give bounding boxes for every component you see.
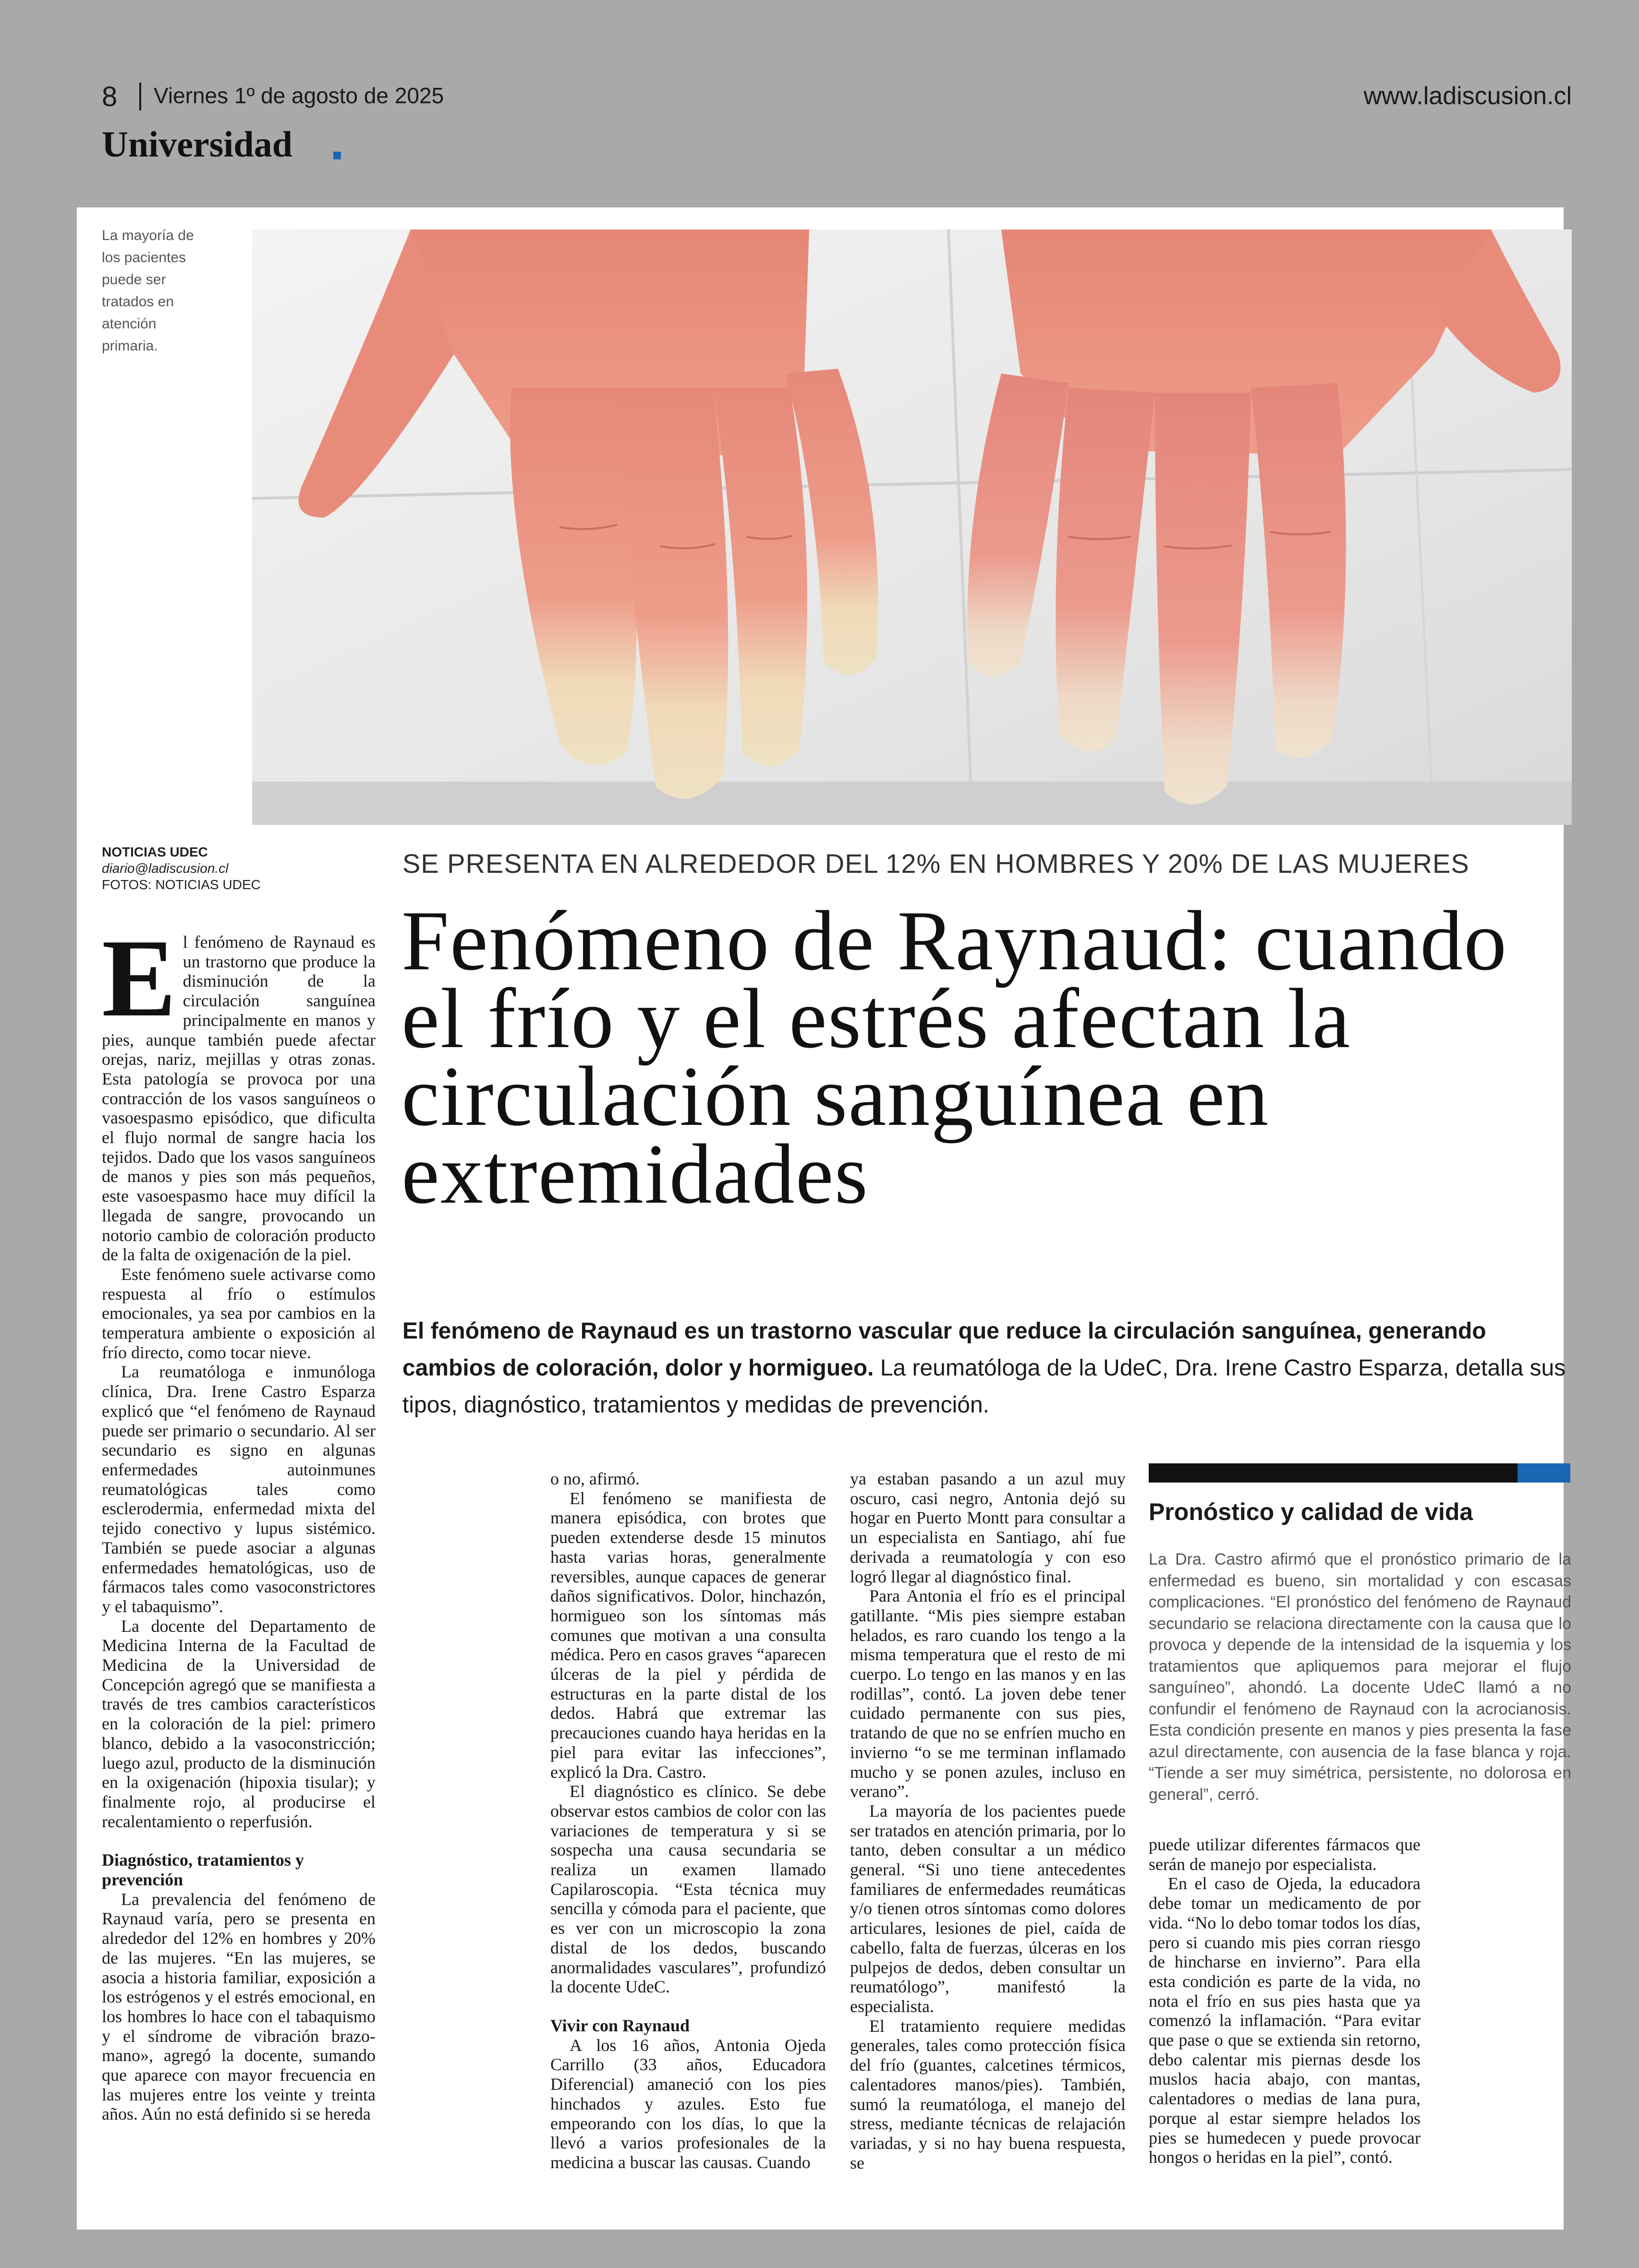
- section-title: Universidad: [102, 124, 292, 165]
- floor-shadow: [252, 782, 1572, 825]
- sidebar-rule: [1149, 1463, 1518, 1483]
- sidebar-rule-accent: [1518, 1463, 1570, 1483]
- hands-illustration: [252, 229, 1572, 825]
- photo-caption: La mayoría de los pacientes puede ser tratados en atención primaria.: [102, 228, 194, 354]
- lead-rest: La reumatóloga de la UdeC, Dra. Irene Castro Esparza, detalla sus tipos, diagnóstico, tratamientos y medidas de prevención.: [402, 1355, 1566, 1418]
- paragraph: A los 16 años, Antonia Ojeda Carrillo (33 años, Educadora Diferencial) amaneció con los pies hinchados y azules. Esto fue empeorando con los días, lo que la llevó a varios profesionales de la medicina a buscar las causas. Cuando: [550, 2035, 826, 2172]
- drop-cap: E: [102, 917, 176, 1040]
- paragraph: La docente del Departamento de Medicina Interna de la Facultad de Medicina de la Universidad de Concepción agregó que se manifiesta a través de tres cambios característicos en la coloración de la piel: primero blanco, debido a la vasoconstricción; luego azul, producto de la disminución en la oxigenación (hipoxia tisular); y finalmente rojo, al producirse el recalentamiento o reperfusión.: [102, 1616, 376, 1831]
- body-column-3: [850, 1469, 1126, 2172]
- article-headline: Fenómeno de Raynaud: cuando el frío y el estrés afectan la circulación sanguínea en extremidades: [401, 893, 1508, 1221]
- credit-source: NOTICIAS UDEC: [102, 844, 208, 859]
- subheading: Vivir con Raynaud: [550, 2015, 690, 2035]
- paragraph: El tratamiento requiere medidas generales, tales como protección física del frío (guantes, calcetines térmicos, calentadores manos/pies). También, sumó la reumatóloga, el manejo del stress, mediante técnicas de relajación variadas, y si no hay buena respuesta, se: [850, 2016, 1126, 2172]
- credit-photos: FOTOS: NOTICIAS UDEC: [102, 877, 261, 892]
- paragraph: o no, afirmó.: [550, 1469, 640, 1488]
- article-lead: [402, 1313, 1574, 1424]
- paragraph: El diagnóstico es clínico. Se debe observar estos cambios de color con las variaciones de temperatura y si se sospecha una causa secundaria se realiza un examen llamado Capilaroscopia. “Esta técnica muy sencilla y cómoda para el paciente, que es ver con un microscopio la zona distal de los dedos, buscando anormalidades vasculares”, profundizó la docente UdeC.: [550, 1782, 826, 1997]
- paragraph-text: l fenómeno de Raynaud es un trastorno que produce la disminución de la circulación sanguínea principalmente en manos y pies, aunque también puede afectar orejas, nariz, mejillas y otras zonas. Esta patología se provoca por una contracción de los vasos sanguíneos o vasoespasmo episódico, que dificulta el flujo normal de sangre hacia los tejidos. Dado que los vasos sanguíneos de manos y pies son más pequeños, este vasoespasmo hace muy difícil la llegada de sangre, provocando un notorio cambio de coloración producto de la falta de oxigenación de la piel.: [102, 932, 376, 1265]
- website-link[interactable]: www.ladiscusion.cl: [1363, 82, 1572, 110]
- body-column-1: [102, 917, 376, 2124]
- paragraph: El fenómeno se manifiesta de manera episódica, con brotes que pueden extenderse desde 15 minutos hasta varias horas, generalmente reversibles, aunque capaces de generar daños significativos. Dolor, hinchazón, hormigueo son los síntomas más comunes que motivan a una consulta médica. Pero en casos graves “aparecen úlceras de la piel y pérdida de estructuras en la parte distal de los dedos. Habrá que extremar las precauciones cuando haya heridas en la piel para evitar las infecciones”, explicó la Dra. Castro.: [550, 1488, 826, 1782]
- paragraph: La reumatóloga e inmunóloga clínica, Dra. Irene Castro Esparza explicó que “el fenómeno de Raynaud puede ser primario o secundario. Al ser secundario es signo en algunas enfermedades autoinmunes reumatológicas tales como esclerodermia, enfermedad mixta del tejido conectivo y lupus sistémico. También se puede asociar a algunas enfermedades hematológicas, uso de fármacos tales como vasoconstrictores y el tabaquismo”.: [102, 1362, 376, 1616]
- subheading: Diagnóstico, tratamientos y prevención: [102, 1850, 304, 1890]
- paragraph: [102, 917, 376, 1265]
- issue-date: Viernes 1º de agosto de 2025: [154, 83, 444, 108]
- paragraph: La prevalencia del fenómeno de Raynaud varía, pero se presenta en alrededor del 12% en hombres y 20% de las mujeres. “En las mujeres, se asocia a historia familiar, exposición a los estrógenos y el estrés emocional, en los hombres lo hace con el tabaquismo y el síndrome de vibración brazo-mano», agregó la docente, sumando que aparece con mayor frecuencia en las mujeres entre los veinte y treinta años. Aún no está definido si se hereda: [102, 1889, 376, 2124]
- article-kicker: SE PRESENTA EN ALREDEDOR DEL 12% EN HOMBRES Y 20% DE LAS MUJERES: [402, 848, 1469, 879]
- lead-bold: El fenómeno de Raynaud es un trastorno vascular que reduce la circulación sanguínea, generando cambios de coloración, dolor y hormigueo.: [402, 1318, 1486, 1381]
- sidebar-body: La Dra. Castro afirmó que el pronóstico primario de la enfermedad es bueno, sin mortalidad y con escasas complicaciones. “El pronóstico del fenómeno de Raynaud secundario se relaciona directamente con la causa que lo provoca y depende de la intensidad de la isquemia y los tratamientos que apliquemos para mejorar el flujo sanguíneo”, ahondó. La docente UdeC llamó a no confundir el fenómeno de Raynaud con la acrocianosis. Esta condición presente en manos y pies presenta la fase azul directamente, con ausencia de la fase blanca y roja. “Tiende a ser muy simétrica, persistente, no dolorosa en general”, cerró.: [1149, 1550, 1571, 1804]
- paragraph: ya estaban pasando a un azul muy oscuro, casi negro, Antonia dejó su hogar en Puerto Montt para consultar a un especialista en Santiago, ahí fue derivada a reumatología y con eso logró llegar al diagnóstico final.: [850, 1469, 1126, 1586]
- sidebar-title: Pronóstico y calidad de vida: [1149, 1498, 1473, 1525]
- page-number: 8: [102, 81, 118, 112]
- body-column-2: [550, 1469, 826, 2172]
- article-photo: [252, 229, 1572, 825]
- paragraph: En el caso de Ojeda, la educadora debe tomar un medicamento de por vida. “No lo debo tomar todos los días, pero si cuando mis pies corran riesgo de hincharse en invierno”. Para ella esta condición es parte de la vida, no nota el frío en sus pies hasta que ya comenzó la inflamación. “Para evitar que pase o que se extienda sin retorno, debo calentar mis piernas desde los muslos hacia abajo, con mantas, calentadores o medias de lana pura, porque al estar siempre helados los pies se humedecen y puede provocar hongos o heridas en la piel”, contó.: [1149, 1874, 1420, 2167]
- paragraph: Este fenómeno suele activarse como respuesta al frío o estímulos emocionales, ya sea por cambios en la temperatura ambiente o exposición al frío directo, como tocar nieve.: [102, 1264, 376, 1362]
- paragraph: La mayoría de los pacientes puede ser tratados en atención primaria, por lo tanto, deben consultar a un médico general. “Si uno tiene antecedentes familiares de enfermedades reumáticas y/o tienen otros síntomas como dolores articulares, lesiones de piel, caída de cabello, falta de fuerzas, úlceras en los pulpejos de dedos, deben consultar un reumatólogo”, manifestó la especialista.: [850, 1801, 1126, 2016]
- body-column-4: [1149, 1835, 1420, 2167]
- paragraph: puede utilizar diferentes fármacos que serán de manejo por especialista.: [1149, 1835, 1420, 1874]
- article-credits: [102, 844, 261, 893]
- header-divider: [139, 83, 141, 110]
- paragraph: Para Antonia el frío es el principal gatillante. “Mis pies siempre estaban helados, es raro cuando los tengo a la misma temperatura que el resto de mi cuerpo. Lo tengo en las manos y en las rodillas”, contó. La joven debe tener cuidado permanente con sus pies, tratando de que no se enfríen mucho en invierno “o se me terminan inflamado mucho y se ponen azules, incluso en verano”.: [850, 1586, 1126, 1801]
- section-accent-dot: [333, 152, 341, 159]
- credit-email[interactable]: diario@ladiscusion.cl: [102, 861, 229, 876]
